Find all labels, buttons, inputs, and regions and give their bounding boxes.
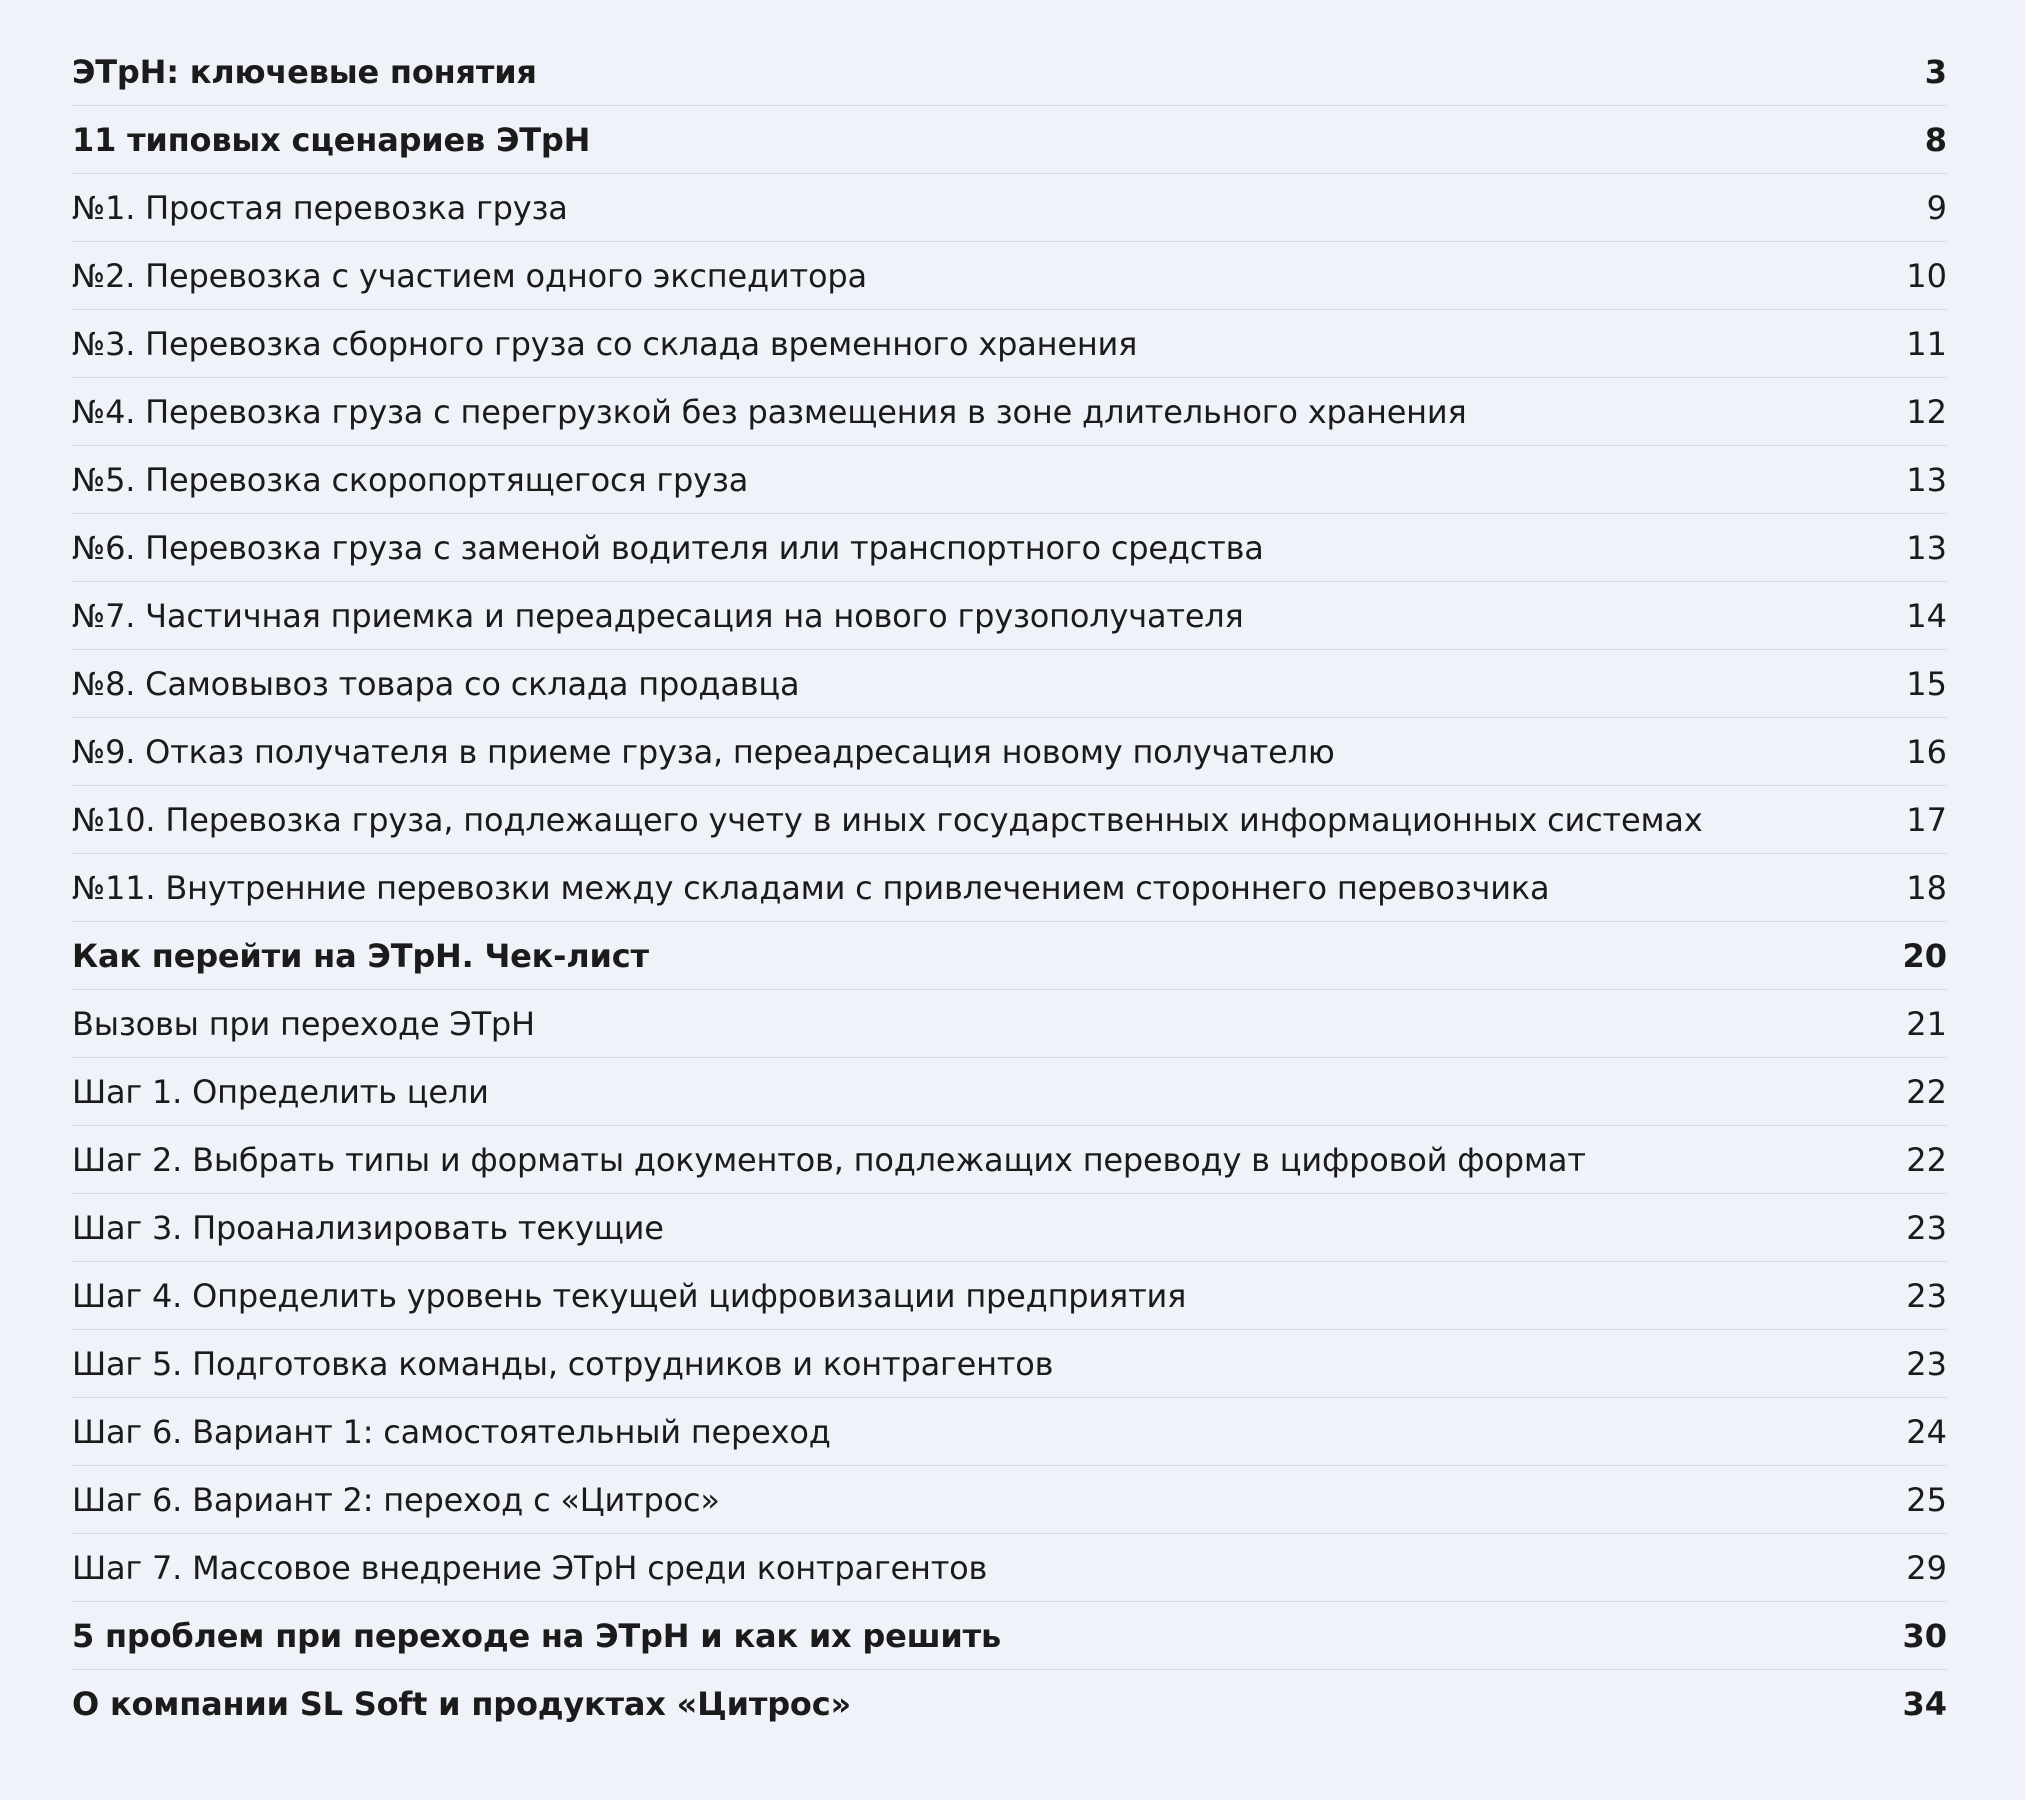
- toc-row[interactable]: [72, 1602, 1947, 1670]
- toc-entry-title: Шаг 1. Определить цели: [72, 1072, 489, 1111]
- toc-page-number: 23: [1906, 1344, 1947, 1383]
- toc-page-number: 23: [1906, 1208, 1947, 1247]
- toc-row[interactable]: [72, 786, 1947, 854]
- toc-entry-title: Вызовы при переходе ЭТрН: [72, 1004, 535, 1043]
- toc-page-number: 34: [1902, 1685, 1947, 1723]
- toc-row[interactable]: [72, 1534, 1947, 1602]
- toc-entry-title: №6. Перевозка груза с заменой водителя или транспортного средства: [72, 528, 1264, 567]
- toc-row[interactable]: [72, 514, 1947, 582]
- toc-page-number: 3: [1924, 52, 1947, 91]
- toc-row[interactable]: [72, 922, 1947, 990]
- toc-page-number: 9: [1926, 188, 1947, 227]
- toc-row[interactable]: [72, 378, 1947, 446]
- table-of-contents: [72, 38, 1947, 1738]
- toc-page-number: 8: [1924, 120, 1947, 159]
- toc-entry-title: Шаг 3. Проанализировать текущие: [72, 1208, 664, 1247]
- toc-page-number: 10: [1906, 256, 1947, 295]
- toc-row[interactable]: [72, 650, 1947, 718]
- toc-entry-title: №10. Перевозка груза, подлежащего учету в иных государственных информационных системах: [72, 800, 1703, 839]
- toc-entry-title: №11. Внутренние перевозки между складами с привлечением стороннего перевозчика: [72, 868, 1550, 907]
- toc-page-number: 20: [1902, 936, 1947, 975]
- toc-row[interactable]: [72, 174, 1947, 242]
- toc-row[interactable]: [72, 1058, 1947, 1126]
- toc-row[interactable]: [72, 1466, 1947, 1534]
- toc-entry-title: №7. Частичная приемка и переадресация на нового грузополучателя: [72, 596, 1244, 635]
- toc-row[interactable]: [72, 1670, 1947, 1738]
- toc-entry-title: Как перейти на ЭТрН. Чек-лист: [72, 936, 649, 975]
- toc-row[interactable]: [72, 242, 1947, 310]
- toc-page-number: 12: [1906, 392, 1947, 431]
- toc-page-number: 16: [1906, 732, 1947, 771]
- toc-page-number: 24: [1906, 1412, 1947, 1451]
- toc-row[interactable]: [72, 1126, 1947, 1194]
- toc-entry-title: №3. Перевозка сборного груза со склада временного хранения: [72, 324, 1138, 363]
- toc-row[interactable]: [72, 310, 1947, 378]
- toc-row[interactable]: [72, 854, 1947, 922]
- toc-page-number: 13: [1906, 460, 1947, 499]
- toc-entry-title: №9. Отказ получателя в приеме груза, переадресация новому получателю: [72, 732, 1335, 771]
- toc-row[interactable]: [72, 1330, 1947, 1398]
- toc-page-number: 29: [1906, 1548, 1947, 1587]
- toc-page-number: 22: [1906, 1072, 1947, 1111]
- toc-page-number: 21: [1906, 1004, 1947, 1043]
- toc-row[interactable]: [72, 718, 1947, 786]
- toc-row[interactable]: [72, 1398, 1947, 1466]
- toc-entry-title: №4. Перевозка груза с перегрузкой без размещения в зоне длительного хранения: [72, 392, 1467, 431]
- toc-entry-title: Шаг 2. Выбрать типы и форматы документов, подлежащих переводу в цифровой формат: [72, 1140, 1586, 1179]
- toc-entry-title: Шаг 7. Массовое внедрение ЭТрН среди контрагентов: [72, 1548, 988, 1587]
- toc-row[interactable]: [72, 582, 1947, 650]
- toc-page-number: 14: [1906, 596, 1947, 635]
- toc-entry-title: Шаг 4. Определить уровень текущей цифровизации предприятия: [72, 1276, 1187, 1315]
- toc-row[interactable]: [72, 446, 1947, 514]
- toc-page-number: 18: [1906, 868, 1947, 907]
- toc-row[interactable]: [72, 1194, 1947, 1262]
- toc-row[interactable]: [72, 990, 1947, 1058]
- toc-entry-title: Шаг 6. Вариант 2: переход с «Цитрос»: [72, 1480, 720, 1519]
- toc-page-number: 13: [1906, 528, 1947, 567]
- toc-entry-title: №5. Перевозка скоропортящегося груза: [72, 460, 749, 499]
- toc-entry-title: №8. Самовывоз товара со склада продавца: [72, 664, 800, 703]
- toc-page-number: 22: [1906, 1140, 1947, 1179]
- toc-page-number: 23: [1906, 1276, 1947, 1315]
- toc-entry-title: 5 проблем при переходе на ЭТрН и как их решить: [72, 1616, 1002, 1655]
- toc-page-number: 17: [1906, 800, 1947, 839]
- toc-entry-title: Шаг 6. Вариант 1: самостоятельный переход: [72, 1412, 831, 1451]
- toc-page-number: 15: [1906, 664, 1947, 703]
- toc-page-number: 11: [1906, 324, 1947, 363]
- toc-entry-title: №2. Перевозка с участием одного экспедитора: [72, 256, 867, 295]
- toc-row[interactable]: [72, 106, 1947, 174]
- toc-entry-title: №1. Простая перевозка груза: [72, 188, 568, 227]
- toc-entry-title: Шаг 5. Подготовка команды, сотрудников и контрагентов: [72, 1344, 1054, 1383]
- toc-entry-title: 11 типовых сценариев ЭТрН: [72, 120, 591, 159]
- toc-page-number: 25: [1906, 1480, 1947, 1519]
- toc-row[interactable]: [72, 1262, 1947, 1330]
- toc-row[interactable]: [72, 38, 1947, 106]
- toc-page-number: 30: [1902, 1616, 1947, 1655]
- toc-entry-title: О компании SL Soft и продуктах «Цитрос»: [72, 1685, 851, 1723]
- toc-entry-title: ЭТрН: ключевые понятия: [72, 52, 537, 91]
